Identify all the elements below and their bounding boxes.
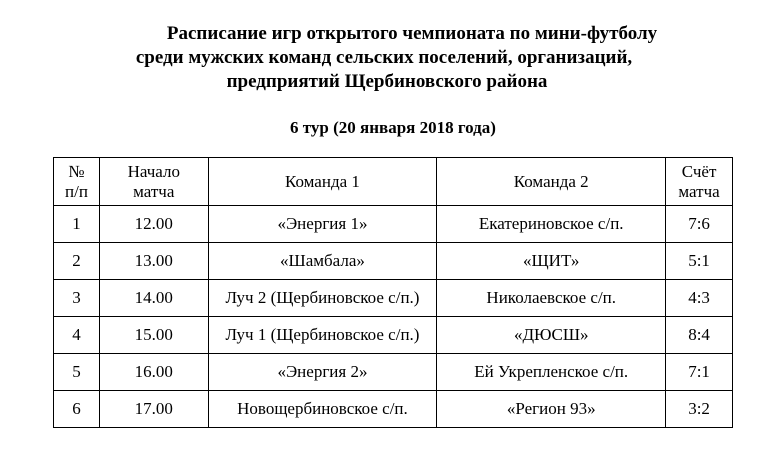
cell-team1: Луч 1 (Щербиновское с/п.) — [208, 317, 437, 354]
cell-score: 4:3 — [666, 280, 733, 317]
cell-score: 5:1 — [666, 243, 733, 280]
cell-team1: «Энергия 2» — [208, 354, 437, 391]
cell-time: 15.00 — [99, 317, 208, 354]
cell-team2: Ей Укрепленское с/п. — [437, 354, 666, 391]
cell-number: 6 — [54, 391, 100, 428]
cell-time: 12.00 — [99, 206, 208, 243]
header-start-time — [99, 158, 208, 206]
title-line-2: среди мужских команд сельских поселений, организаций, — [135, 47, 633, 68]
cell-time: 13.00 — [99, 243, 208, 280]
cell-team2: «ЩИТ» — [437, 243, 666, 280]
table-row — [54, 206, 733, 243]
header-time-line2: матча — [133, 181, 175, 201]
header-number-line1: № — [68, 161, 85, 181]
cell-number: 4 — [54, 317, 100, 354]
cell-score: 7:6 — [666, 206, 733, 243]
header-team2: Команда 2 — [437, 158, 666, 206]
header-score — [666, 158, 733, 206]
cell-team2: «Регион 93» — [437, 391, 666, 428]
header-team1: Команда 1 — [208, 158, 437, 206]
cell-team2: Екатериновское с/п. — [437, 206, 666, 243]
header-score-line1: Счёт — [681, 161, 717, 181]
header-score-line2: матча — [678, 181, 720, 201]
cell-number: 1 — [54, 206, 100, 243]
cell-score: 3:2 — [666, 391, 733, 428]
title-line-1: Расписание игр открытого чемпионата по мини-футболу — [166, 23, 658, 44]
table-row — [54, 391, 733, 428]
table-row — [54, 280, 733, 317]
round-subtitle: 6 тур (20 января 2018 года) — [290, 118, 496, 137]
header-number — [54, 158, 100, 206]
document-title — [0, 22, 778, 94]
header-number-line2: п/п — [65, 181, 88, 201]
cell-number: 3 — [54, 280, 100, 317]
cell-team1: Луч 2 (Щербиновское с/п.) — [208, 280, 437, 317]
cell-number: 5 — [54, 354, 100, 391]
table-row — [54, 243, 733, 280]
cell-team2: Николаевское с/п. — [437, 280, 666, 317]
table-row — [54, 354, 733, 391]
title-line-3: предприятий Щербиновского района — [226, 71, 548, 92]
cell-number: 2 — [54, 243, 100, 280]
cell-time: 17.00 — [99, 391, 208, 428]
cell-score: 7:1 — [666, 354, 733, 391]
cell-time: 16.00 — [99, 354, 208, 391]
cell-team1: Новощербиновское с/п. — [208, 391, 437, 428]
table-header-row — [54, 158, 733, 206]
cell-time: 14.00 — [99, 280, 208, 317]
cell-team2: «ДЮСШ» — [437, 317, 666, 354]
header-time-line1: Начало — [127, 161, 180, 181]
table-row — [54, 317, 733, 354]
cell-score: 8:4 — [666, 317, 733, 354]
schedule-table — [53, 157, 733, 428]
cell-team1: «Шамбала» — [208, 243, 437, 280]
cell-team1: «Энергия 1» — [208, 206, 437, 243]
